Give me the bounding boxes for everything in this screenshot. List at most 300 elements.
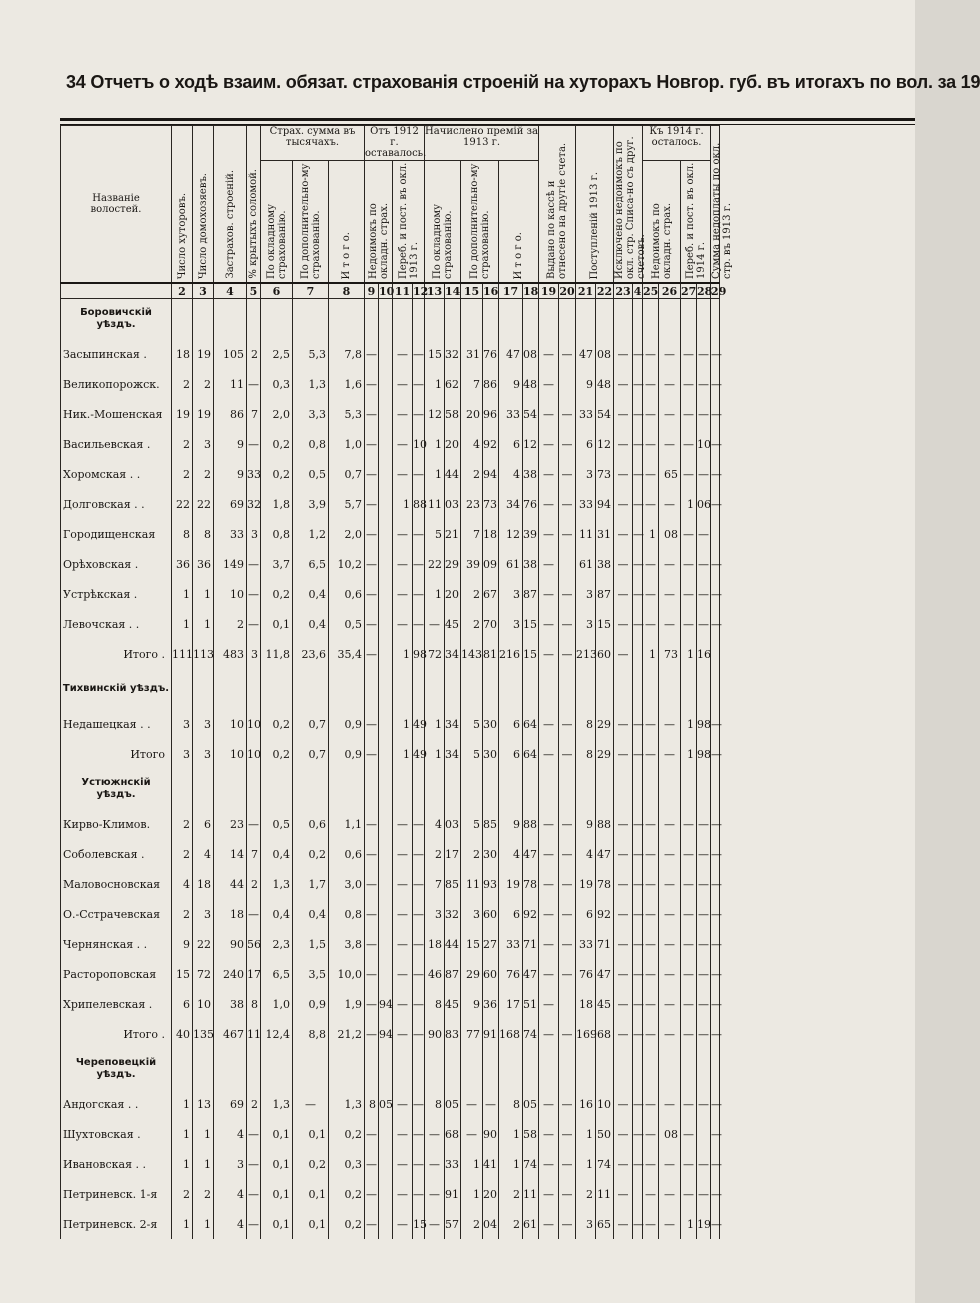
- table-row: [61, 1179, 720, 1209]
- data-cell: 15: [596, 609, 614, 639]
- data-cell: —: [711, 339, 720, 369]
- data-cell: 0,2: [261, 709, 293, 739]
- data-cell: —: [697, 399, 711, 429]
- data-cell: 4: [576, 839, 596, 869]
- data-cell: 8,8: [293, 1019, 329, 1049]
- data-cell: —: [711, 1089, 720, 1119]
- empty-cell: [413, 669, 425, 709]
- table-row: [61, 339, 720, 369]
- data-cell: —: [633, 809, 643, 839]
- data-cell: —: [643, 579, 659, 609]
- data-cell: —: [365, 459, 379, 489]
- table-row: [61, 369, 720, 399]
- data-cell: —: [559, 709, 576, 739]
- data-cell: 74: [596, 1149, 614, 1179]
- empty-cell: [329, 299, 365, 340]
- data-cell: 96: [483, 399, 499, 429]
- data-cell: 2,0: [329, 519, 365, 549]
- data-cell: —: [413, 399, 425, 429]
- header-col17: Переб. и пост. въ окл. 1914 г.: [681, 161, 711, 284]
- empty-cell: [499, 769, 523, 809]
- data-cell: —: [681, 929, 697, 959]
- column-number: 3: [193, 283, 214, 299]
- data-cell: 216: [499, 639, 523, 669]
- data-cell: 1,8: [261, 489, 293, 519]
- empty-cell: [681, 299, 697, 340]
- data-cell: —: [413, 459, 425, 489]
- data-cell: 3,7: [261, 549, 293, 579]
- data-cell: —: [711, 399, 720, 429]
- data-cell: [379, 929, 393, 959]
- data-cell: 1,0: [329, 429, 365, 459]
- data-cell: —: [293, 1089, 329, 1119]
- data-cell: 1,1: [329, 809, 365, 839]
- data-cell: [379, 489, 393, 519]
- data-cell: 19: [697, 1209, 711, 1239]
- data-cell: —: [643, 1149, 659, 1179]
- data-cell: 34: [445, 739, 461, 769]
- data-cell: 6: [576, 429, 596, 459]
- header-col12: И т о г о.: [499, 161, 539, 284]
- data-cell: 76: [483, 339, 499, 369]
- data-cell: 1,9: [329, 989, 365, 1019]
- empty-cell: [659, 669, 681, 709]
- header-name: Названіе волостей.: [61, 126, 172, 284]
- data-cell: —: [697, 549, 711, 579]
- empty-cell: [261, 299, 293, 340]
- table-row: [61, 1149, 720, 1179]
- data-cell: —: [365, 399, 379, 429]
- data-cell: 33: [247, 459, 261, 489]
- empty-cell: [643, 769, 659, 809]
- data-cell: 22: [193, 489, 214, 519]
- data-cell: 1: [193, 1149, 214, 1179]
- empty-cell: [559, 669, 576, 709]
- volost-name: Хрипелевская .: [61, 989, 172, 1019]
- data-cell: 03: [445, 809, 461, 839]
- data-cell: —: [559, 1179, 576, 1209]
- header-col6: По дополнительно-му страхованію.: [293, 161, 329, 284]
- data-cell: —: [681, 519, 697, 549]
- empty-cell: [379, 1049, 393, 1089]
- data-cell: —: [659, 959, 681, 989]
- data-cell: 72: [425, 639, 445, 669]
- empty-cell: [539, 669, 559, 709]
- volost-name: Орѣховская .: [61, 549, 172, 579]
- data-cell: 15: [425, 339, 445, 369]
- data-cell: 1: [172, 1149, 193, 1179]
- volost-name: Ивановская . .: [61, 1149, 172, 1179]
- data-cell: —: [711, 1149, 720, 1179]
- data-cell: 1: [172, 1089, 193, 1119]
- data-cell: 47: [523, 959, 539, 989]
- data-cell: —: [365, 739, 379, 769]
- data-cell: 15: [461, 929, 483, 959]
- data-cell: 1: [193, 1119, 214, 1149]
- empty-cell: [293, 1049, 329, 1089]
- data-cell: 467: [214, 1019, 247, 1049]
- data-cell: —: [559, 579, 576, 609]
- empty-cell: [393, 1049, 413, 1089]
- data-cell: —: [539, 399, 559, 429]
- data-cell: —: [633, 549, 643, 579]
- data-cell: —: [643, 369, 659, 399]
- empty-cell: [559, 299, 576, 340]
- data-cell: —: [365, 369, 379, 399]
- data-cell: —: [659, 609, 681, 639]
- data-cell: 1: [172, 579, 193, 609]
- data-cell: —: [681, 1119, 697, 1149]
- empty-cell: [614, 769, 633, 809]
- data-cell: 12: [499, 519, 523, 549]
- data-cell: 98: [697, 709, 711, 739]
- data-cell: —: [681, 429, 697, 459]
- data-cell: 85: [483, 809, 499, 839]
- column-number: 20: [559, 284, 575, 298]
- table-row: [61, 1209, 720, 1239]
- empty-cell: [596, 769, 614, 809]
- data-cell: 4: [214, 1209, 247, 1239]
- data-cell: 0,1: [261, 1179, 293, 1209]
- data-cell: 19: [576, 869, 596, 899]
- data-cell: 64: [523, 739, 539, 769]
- data-cell: 4: [214, 1119, 247, 1149]
- empty-cell: [425, 1049, 445, 1089]
- data-cell: 39: [523, 519, 539, 549]
- data-cell: 22: [193, 929, 214, 959]
- data-cell: 10: [596, 1089, 614, 1119]
- data-cell: 2: [193, 369, 214, 399]
- data-cell: —: [697, 839, 711, 869]
- data-cell: 17: [247, 959, 261, 989]
- data-cell: 22: [172, 489, 193, 519]
- table-row: [61, 959, 720, 989]
- data-cell: —: [681, 1089, 697, 1119]
- empty-cell: [596, 299, 614, 340]
- empty-cell: [659, 769, 681, 809]
- empty-cell: [499, 669, 523, 709]
- data-cell: —: [413, 869, 425, 899]
- empty-cell: [697, 299, 711, 340]
- data-cell: 2,3: [261, 929, 293, 959]
- data-cell: 9: [172, 929, 193, 959]
- data-cell: 71: [596, 929, 614, 959]
- data-cell: 60: [483, 899, 499, 929]
- data-cell: 5: [425, 519, 445, 549]
- data-cell: 21,2: [329, 1019, 365, 1049]
- data-cell: —: [614, 809, 633, 839]
- empty-cell: [523, 299, 539, 340]
- data-cell: —: [614, 369, 633, 399]
- data-cell: 6: [576, 899, 596, 929]
- data-cell: —: [659, 1179, 681, 1209]
- data-cell: 32: [445, 339, 461, 369]
- data-cell: —: [614, 639, 633, 669]
- data-cell: —: [711, 1119, 720, 1149]
- data-cell: 4: [499, 459, 523, 489]
- data-cell: —: [711, 709, 720, 739]
- data-cell: 0,7: [293, 709, 329, 739]
- data-cell: —: [614, 1149, 633, 1179]
- data-cell: —: [393, 579, 413, 609]
- data-cell: 3: [193, 739, 214, 769]
- data-cell: 1,0: [261, 989, 293, 1019]
- data-cell: —: [247, 1119, 261, 1149]
- data-cell: —: [365, 899, 379, 929]
- data-cell: —: [697, 459, 711, 489]
- data-cell: 47: [576, 339, 596, 369]
- data-cell: 91: [445, 1179, 461, 1209]
- data-cell: —: [483, 1089, 499, 1119]
- data-cell: —: [413, 609, 425, 639]
- data-cell: —: [681, 809, 697, 839]
- data-cell: 1: [499, 1149, 523, 1179]
- data-cell: 9: [499, 809, 523, 839]
- data-cell: —: [393, 399, 413, 429]
- data-cell: 0,1: [293, 1119, 329, 1149]
- data-cell: —: [413, 549, 425, 579]
- empty-cell: [576, 299, 596, 340]
- data-cell: 31: [596, 519, 614, 549]
- empty-cell: [214, 769, 247, 809]
- column-number: 18: [523, 284, 539, 298]
- empty-cell: [659, 299, 681, 340]
- column-number: 11: [393, 283, 413, 299]
- data-cell: —: [393, 839, 413, 869]
- data-cell: —: [711, 459, 720, 489]
- data-cell: 77: [461, 1019, 483, 1049]
- data-cell: 3: [214, 1149, 247, 1179]
- data-cell: 6: [172, 989, 193, 1019]
- column-number: 28: [697, 284, 713, 298]
- empty-cell: [461, 769, 483, 809]
- data-cell: 2: [461, 609, 483, 639]
- data-cell: —: [559, 519, 576, 549]
- data-cell: 168: [499, 1019, 523, 1049]
- data-cell: —: [559, 1209, 576, 1239]
- data-cell: 06: [697, 489, 711, 519]
- data-cell: 0,2: [293, 1149, 329, 1179]
- empty-cell: [711, 669, 720, 709]
- data-cell: —: [559, 609, 576, 639]
- data-cell: —: [697, 899, 711, 929]
- data-cell: 0,2: [261, 739, 293, 769]
- data-cell: —: [643, 989, 659, 1019]
- column-number-blank: [61, 283, 172, 299]
- data-cell: 2: [172, 369, 193, 399]
- data-cell: 16: [576, 1089, 596, 1119]
- empty-cell: [379, 769, 393, 809]
- data-cell: 3: [425, 899, 445, 929]
- data-cell: 105: [214, 339, 247, 369]
- empty-cell: [365, 299, 379, 340]
- volost-name: Петриневск. 1-я: [61, 1179, 172, 1209]
- empty-cell: [559, 1049, 576, 1089]
- data-cell: 3,5: [293, 959, 329, 989]
- data-cell: 15: [172, 959, 193, 989]
- section-row: [61, 1049, 720, 1089]
- data-cell: —: [539, 369, 559, 399]
- data-cell: —: [539, 929, 559, 959]
- data-cell: 2: [172, 459, 193, 489]
- empty-cell: [483, 1049, 499, 1089]
- data-cell: 1: [643, 519, 659, 549]
- data-cell: —: [681, 339, 697, 369]
- data-cell: 1: [193, 609, 214, 639]
- data-cell: —: [659, 399, 681, 429]
- data-cell: —: [711, 809, 720, 839]
- data-cell: —: [681, 399, 697, 429]
- data-cell: 32: [247, 489, 261, 519]
- data-cell: 2: [172, 899, 193, 929]
- data-cell: 38: [523, 459, 539, 489]
- empty-cell: [379, 299, 393, 340]
- data-cell: [379, 1209, 393, 1239]
- data-cell: 73: [483, 489, 499, 519]
- data-cell: 21: [445, 519, 461, 549]
- data-cell: —: [614, 399, 633, 429]
- empty-cell: [413, 769, 425, 809]
- data-cell: —: [633, 1019, 643, 1049]
- data-cell: —: [643, 429, 659, 459]
- data-cell: [379, 639, 393, 669]
- data-cell: —: [633, 519, 643, 549]
- data-cell: 0,3: [261, 369, 293, 399]
- data-cell: [379, 869, 393, 899]
- empty-cell: [461, 669, 483, 709]
- data-cell: 47: [596, 959, 614, 989]
- data-cell: —: [539, 339, 559, 369]
- empty-cell: [499, 299, 523, 340]
- empty-cell: [261, 1049, 293, 1089]
- data-cell: 1: [425, 429, 445, 459]
- data-cell: 87: [523, 579, 539, 609]
- data-cell: 2: [499, 1209, 523, 1239]
- data-cell: 4: [193, 839, 214, 869]
- column-number: 17: [499, 283, 523, 299]
- data-cell: —: [559, 339, 576, 369]
- table-row: [61, 989, 720, 1019]
- data-cell: 83: [445, 1019, 461, 1049]
- data-cell: 72: [193, 959, 214, 989]
- data-cell: 1: [393, 709, 413, 739]
- data-cell: —: [633, 339, 643, 369]
- data-cell: 74: [523, 1149, 539, 1179]
- data-cell: 9: [576, 809, 596, 839]
- empty-cell: [711, 769, 720, 809]
- data-cell: 88: [596, 809, 614, 839]
- data-cell: —: [614, 1119, 633, 1149]
- data-cell: [379, 739, 393, 769]
- data-cell: 2: [461, 1209, 483, 1239]
- empty-cell: [711, 1049, 720, 1089]
- data-cell: 62: [445, 369, 461, 399]
- data-cell: —: [681, 839, 697, 869]
- data-cell: [379, 1179, 393, 1209]
- empty-cell: [697, 1049, 711, 1089]
- data-cell: —: [393, 549, 413, 579]
- data-cell: 12: [523, 429, 539, 459]
- data-cell: 67: [483, 579, 499, 609]
- data-cell: —: [365, 809, 379, 839]
- data-cell: —: [559, 639, 576, 669]
- data-cell: —: [659, 1149, 681, 1179]
- data-cell: —: [425, 1209, 445, 1239]
- data-cell: —: [413, 1019, 425, 1049]
- data-cell: —: [697, 519, 711, 549]
- data-cell: 40: [172, 1019, 193, 1049]
- data-cell: 10: [697, 429, 711, 459]
- column-number: 15: [461, 283, 483, 299]
- data-cell: 41: [483, 1149, 499, 1179]
- data-cell: —: [643, 1119, 659, 1149]
- data-cell: —: [393, 1119, 413, 1149]
- data-cell: —: [681, 579, 697, 609]
- data-cell: 33: [445, 1149, 461, 1179]
- data-cell: —: [539, 739, 559, 769]
- data-cell: 23: [461, 489, 483, 519]
- data-cell: —: [559, 399, 576, 429]
- data-cell: [379, 709, 393, 739]
- column-number: 27: [681, 284, 697, 298]
- table-row: [61, 869, 720, 899]
- volost-name: Андогская . .: [61, 1089, 172, 1119]
- header-col16: Недоимокъ по окладн. страх.: [643, 161, 681, 284]
- data-cell: 2,5: [261, 339, 293, 369]
- data-cell: 08: [596, 339, 614, 369]
- data-cell: —: [393, 929, 413, 959]
- data-cell: —: [539, 989, 559, 1019]
- header-col10: По окладному страхованію.: [425, 161, 461, 284]
- data-cell: —: [539, 1149, 559, 1179]
- data-cell: 45: [445, 989, 461, 1019]
- data-cell: —: [711, 839, 720, 869]
- data-cell: —: [633, 899, 643, 929]
- data-cell: 1: [576, 1119, 596, 1149]
- data-cell: —: [539, 809, 559, 839]
- empty-cell: [445, 1049, 461, 1089]
- data-cell: 8: [499, 1089, 523, 1119]
- data-cell: 20: [445, 579, 461, 609]
- data-cell: 1: [393, 739, 413, 769]
- data-cell: 19: [193, 339, 214, 369]
- data-cell: 8: [576, 739, 596, 769]
- data-cell: —: [659, 839, 681, 869]
- data-cell: 12,4: [261, 1019, 293, 1049]
- table-row: [61, 429, 720, 459]
- data-cell: —: [711, 429, 720, 459]
- empty-cell: [614, 299, 633, 340]
- column-number: 6: [261, 283, 293, 299]
- data-cell: 1,3: [293, 369, 329, 399]
- data-cell: 18: [214, 899, 247, 929]
- data-cell: 2: [172, 429, 193, 459]
- data-cell: 1: [681, 639, 697, 669]
- data-cell: 8: [365, 1089, 379, 1119]
- data-cell: 18: [576, 989, 596, 1019]
- empty-cell: [711, 299, 720, 340]
- data-cell: 60: [596, 639, 614, 669]
- data-cell: —: [559, 1019, 576, 1049]
- data-cell: 1: [461, 1149, 483, 1179]
- data-cell: 2,0: [261, 399, 293, 429]
- data-cell: —: [681, 609, 697, 639]
- data-cell: —: [365, 339, 379, 369]
- data-cell: [379, 609, 393, 639]
- total-label: Итого: [61, 739, 172, 769]
- empty-cell: [659, 1049, 681, 1089]
- data-cell: 10: [247, 709, 261, 739]
